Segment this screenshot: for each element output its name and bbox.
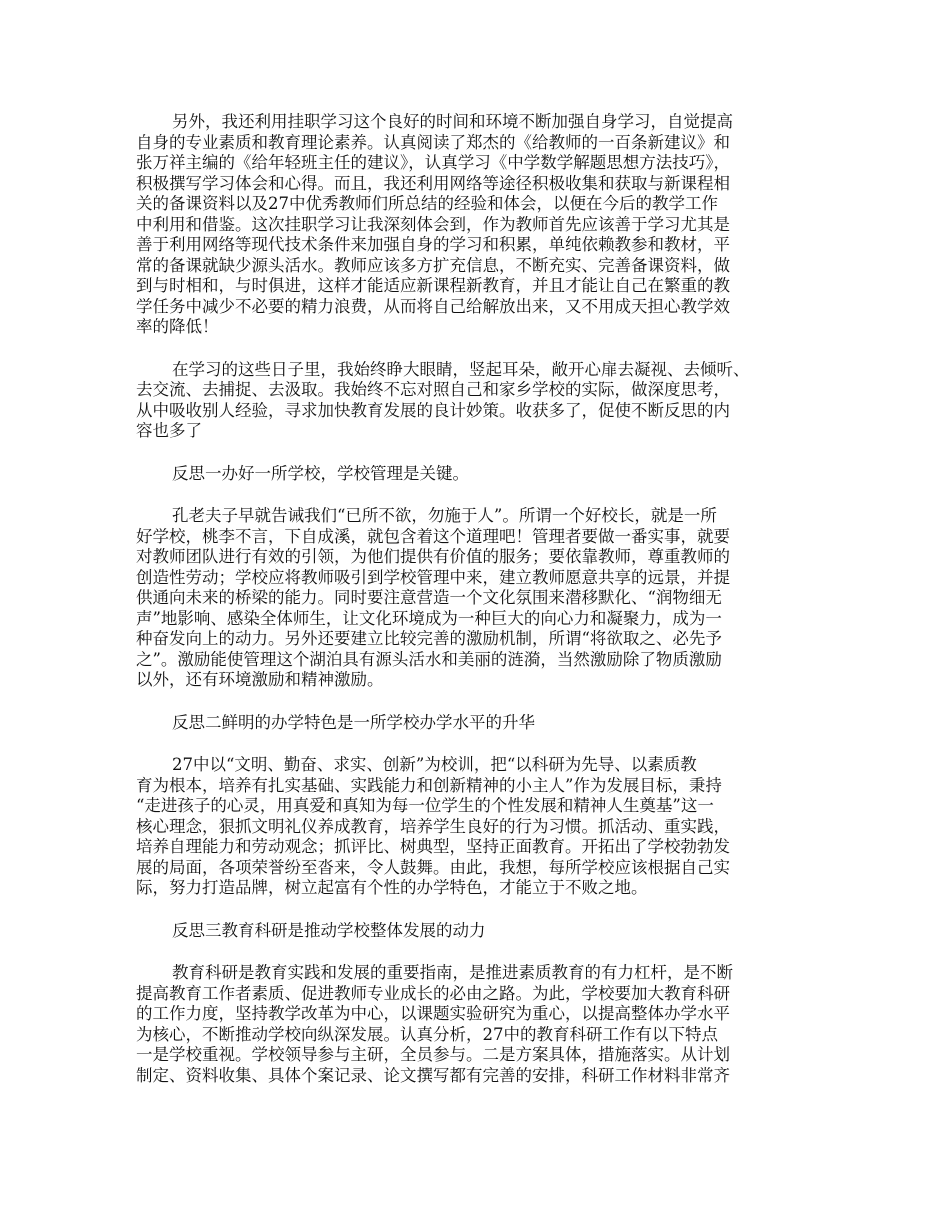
paragraph-line: “走进孩子的心灵，用真爱和真知为每一位学生的个性发展和精神人生奠基”这一	[136, 796, 714, 815]
paragraph-line: 的工作力度，坚持教学改革为中心，以课题实验研究为重心，以提高整体办学水平	[136, 1004, 730, 1023]
paragraph-first-line: 孔老夫子早就告诫我们“已所不欲，勿施于人”。所谓一个好校长，就是一所	[172, 506, 717, 525]
paragraph-line: 声”地影响、感染全体师生，让文化环境成为一种巨大的向心力和凝聚力，成为一	[136, 608, 722, 628]
paragraph-line: 到与时相和，与时俱进，这样才能适应新课程新教育，并且才能让自己在繁重的教	[136, 276, 730, 295]
paragraph-line: 善于利用网络等现代技术条件来加强自身的学习和积累，单纯依赖教参和教材，平	[136, 235, 730, 254]
paragraph-line: 学任务中减少不必要的精力浪费，从而将自己给解放出来，又不用成天担心教学效	[136, 296, 730, 316]
paragraph-line: 从中吸收别人经验，寻求加快教育发展的良计妙策。收获多了，促使不断反思的内	[136, 400, 730, 420]
paragraph-first-line: 在学习的这些日子里，我始终睁大眼睛，竖起耳朵，敞开心扉去凝视、去倾听、	[172, 359, 750, 379]
paragraph-line: 一是学校重视。学校领导参与主研，全员参与。二是方案具体，措施落实。从计划	[136, 1045, 730, 1064]
paragraph-line: 好学校，桃李不言，下自成溪，就包含着这个道理吧！管理者要做一番实事，就要	[136, 526, 730, 546]
paragraph	[136, 112, 816, 338]
paragraph-line: 育为根本，培养有扎实基础、实践能力和创新精神的小主人”作为发展目标，秉持	[136, 775, 722, 795]
paragraph-line: 创造性劳动；学校应将教师吸引到学校管理中来，建立教师愿意共享的远景，并提	[136, 567, 730, 587]
paragraph-line: 积极撰写学习体会和心得。而且，我还利用网络等途径积极收集和获取与新课程相	[136, 173, 730, 193]
paragraph-line: 展的局面，各项荣誉纷至沓来，令人鼓舞。由此，我想，每所学校应该根据自己实	[136, 857, 730, 877]
paragraph	[136, 921, 816, 942]
paragraph-line: 以外，还有环境激励和精神激励。	[136, 670, 384, 689]
paragraph-line: 去交流、去捕捉、去汲取。我始终不忘对照自己和家乡学校的实际，做深度思考，	[136, 380, 730, 399]
paragraph-first-line: 另外，我还利用挂职学习这个良好的时间和环境不断加强自身学习，自觉提高	[172, 112, 733, 131]
paragraph-line: 对教师团队进行有效的引领，为他们提供有价值的服务；要依靠教师，尊重教师的	[136, 547, 730, 566]
paragraph-line: 种奋发向上的动力。另外还要建立比较完善的激励机制，所谓“将欲取之、必先予	[136, 629, 722, 648]
paragraph-line: 率的降低！	[136, 317, 219, 336]
paragraph-first-line: 反思二鲜明的办学特色是一所学校办学水平的升华	[172, 712, 535, 732]
paragraph-first-line: 反思三教育科研是推动学校整体发展的动力	[172, 920, 486, 940]
paragraph	[136, 360, 816, 442]
paragraph-line: 张万祥主编的《给年轻班主任的建议》，认真学习《中学数学解题思想方法技巧》，	[136, 153, 730, 172]
paragraph-line: 供通向未来的桥梁的能力。同时要注意营造一个文化氛围来潜移默化、“润物细无	[136, 588, 722, 607]
paragraph-line: 关的备课资料以及27中优秀教师们所总结的经验和体会，以便在今后的教学工作	[136, 194, 718, 213]
paragraph-first-line: 27中以“文明、勤奋、求实、创新”为校训，把“以科研为先导、以素质教	[172, 755, 697, 774]
paragraph-line: 常的备课就缺少源头活水。教师应该多方扩充信息，不断充实、完善备课资料，做	[136, 255, 730, 275]
paragraph-line: 制定、资料收集、具体个案记录、论文撰写都有完善的安排，科研工作材料非常齐	[136, 1065, 730, 1085]
paragraph	[136, 963, 816, 1086]
paragraph	[136, 713, 816, 734]
paragraph-line: 培养自理能力和劳动观念；抓评比、树典型，坚持正面教育。开拓出了学校勃勃发	[136, 837, 730, 856]
paragraph	[136, 506, 816, 691]
paragraph-line: 核心理念，狠抓文明礼仪养成教育，培养学生良好的行为习惯。抓活动、重实践，	[136, 816, 730, 836]
paragraph-first-line: 反思一办好一所学校，学校管理是关键。	[172, 463, 469, 483]
paragraph-line: 之”。激励能使管理这个湖泊具有源头活水和美丽的涟漪，当然激励除了物质激励	[136, 649, 722, 669]
paragraph-line: 容也多了	[136, 421, 202, 440]
paragraph-line: 自身的专业素质和教育理论素养。认真阅读了郑杰的《给教师的一百条新建议》和	[136, 132, 730, 152]
paragraph	[136, 464, 816, 485]
paragraph-line: 为核心，不断推动学校向纵深发展。认真分析，27中的教育科研工作有以下特点	[136, 1024, 718, 1044]
paragraph	[136, 755, 816, 899]
document-body	[136, 112, 816, 1108]
paragraph-first-line: 教育科研是教育实践和发展的重要指南，是推进素质教育的有力杠杆，是不断	[172, 963, 733, 982]
paragraph-line: 际，努力打造品牌，树立起富有个性的办学特色，才能立于不败之地。	[136, 878, 648, 897]
paragraph-line: 中利用和借鉴。这次挂职学习让我深刻体会到，作为教师首先应该善于学习尤其是	[136, 214, 730, 234]
paragraph-line: 提高教育工作者素质、促进教师专业成长的必由之路。为此，学校要加大教育科研	[136, 983, 730, 1003]
